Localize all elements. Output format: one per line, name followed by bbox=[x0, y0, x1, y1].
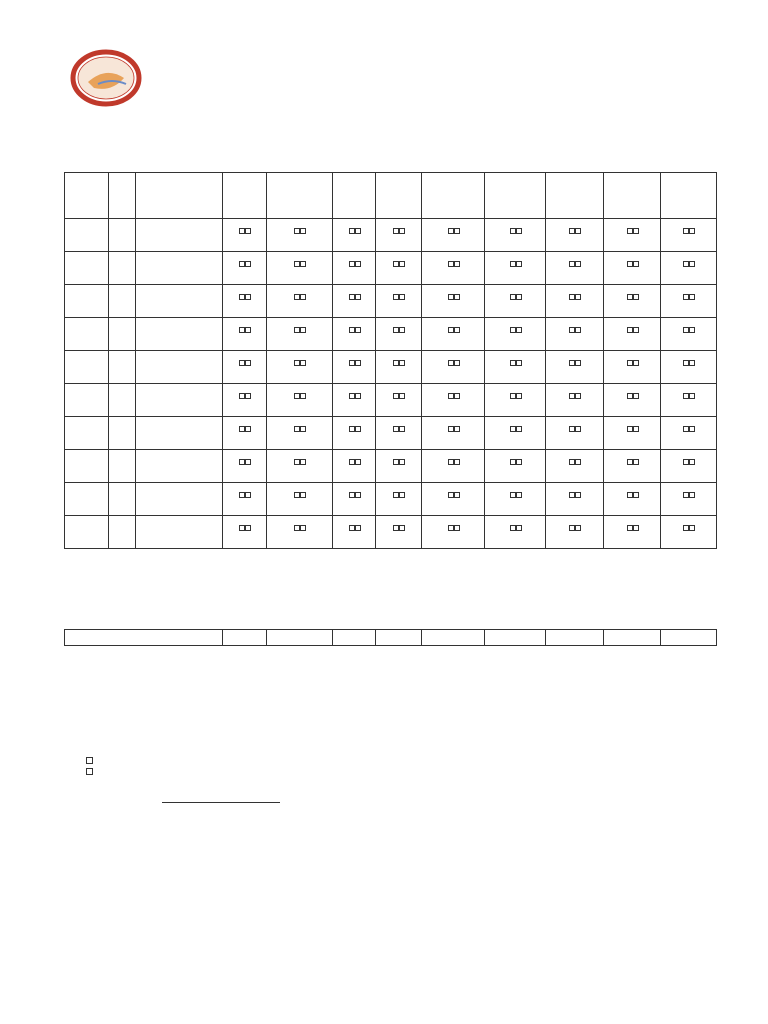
table-row bbox=[65, 483, 717, 516]
checkbox-cell[interactable] bbox=[267, 417, 333, 450]
checkbox-cell[interactable] bbox=[376, 417, 422, 450]
checkbox-pair-icon[interactable] bbox=[349, 327, 360, 333]
checkbox-pair-icon[interactable] bbox=[294, 294, 305, 300]
entry-cell[interactable] bbox=[109, 384, 136, 417]
checkbox-cell[interactable] bbox=[422, 351, 485, 384]
entry-cell[interactable] bbox=[136, 318, 223, 351]
checkbox-pair-icon[interactable] bbox=[569, 525, 580, 531]
checkbox-cell[interactable] bbox=[485, 285, 546, 318]
checkbox-pair-icon[interactable] bbox=[448, 261, 459, 267]
checkbox-cell[interactable] bbox=[333, 450, 376, 483]
checkbox-cell[interactable] bbox=[376, 384, 422, 417]
table-row bbox=[65, 450, 717, 483]
checkbox-pair-icon[interactable] bbox=[569, 393, 580, 399]
checkbox-pair-icon[interactable] bbox=[349, 228, 360, 234]
checkbox-cell[interactable] bbox=[604, 219, 661, 252]
checkbox-cell[interactable] bbox=[604, 483, 661, 516]
checkbox-cell[interactable] bbox=[267, 450, 333, 483]
checkbox-cell[interactable] bbox=[604, 450, 661, 483]
checkbox-cell[interactable] bbox=[333, 318, 376, 351]
checkbox-pair-icon[interactable] bbox=[448, 393, 459, 399]
checkbox-cell[interactable] bbox=[333, 516, 376, 549]
checkbox-cell[interactable] bbox=[546, 417, 604, 450]
checkbox-pair-icon[interactable] bbox=[510, 525, 521, 531]
checkbox-pair-icon[interactable] bbox=[239, 261, 250, 267]
table-row bbox=[65, 417, 717, 450]
checkbox-cell[interactable] bbox=[223, 483, 267, 516]
checkbox-pair-icon[interactable] bbox=[349, 525, 360, 531]
checkbox-cell[interactable] bbox=[223, 252, 267, 285]
fraction-line bbox=[162, 802, 280, 803]
checkbox-pair-icon[interactable] bbox=[683, 294, 694, 300]
checkbox-pair-icon[interactable] bbox=[448, 459, 459, 465]
table-row bbox=[65, 384, 717, 417]
checkbox-cell[interactable] bbox=[376, 483, 422, 516]
checkbox-cell[interactable] bbox=[546, 384, 604, 417]
checkbox-cell[interactable] bbox=[661, 417, 717, 450]
checkbox-pair-icon[interactable] bbox=[294, 327, 305, 333]
checkbox-pair-icon[interactable] bbox=[393, 393, 404, 399]
checkbox-cell[interactable] bbox=[267, 318, 333, 351]
checkbox-pair-icon[interactable] bbox=[239, 492, 250, 498]
checkbox-cell[interactable] bbox=[333, 483, 376, 516]
checkbox-cell[interactable] bbox=[604, 252, 661, 285]
checkbox-pair-icon[interactable] bbox=[569, 360, 580, 366]
total-row bbox=[65, 630, 717, 646]
entry-cell[interactable] bbox=[136, 285, 223, 318]
checkbox-pair-icon[interactable] bbox=[627, 360, 638, 366]
checkbox-pair-icon[interactable] bbox=[448, 327, 459, 333]
checkbox-cell[interactable] bbox=[223, 417, 267, 450]
checkbox-pair-icon[interactable] bbox=[393, 459, 404, 465]
checkbox-pair-icon[interactable] bbox=[683, 459, 694, 465]
checkbox-pair-icon[interactable] bbox=[393, 228, 404, 234]
entry-cell[interactable] bbox=[136, 252, 223, 285]
total-cell[interactable] bbox=[333, 630, 376, 646]
total-cell[interactable] bbox=[223, 630, 267, 646]
checkbox-cell[interactable] bbox=[223, 384, 267, 417]
checkbox-pair-icon[interactable] bbox=[683, 261, 694, 267]
entry-cell[interactable] bbox=[109, 483, 136, 516]
checkbox-cell[interactable] bbox=[485, 483, 546, 516]
entry-cell[interactable] bbox=[136, 450, 223, 483]
checkbox-pair-icon[interactable] bbox=[510, 228, 521, 234]
column-header bbox=[136, 173, 223, 219]
checkbox-pair-icon[interactable] bbox=[569, 261, 580, 267]
checkbox-cell[interactable] bbox=[376, 450, 422, 483]
entry-cell[interactable] bbox=[65, 384, 109, 417]
checkbox-pair-icon[interactable] bbox=[239, 360, 250, 366]
total-cell[interactable] bbox=[604, 630, 661, 646]
checkbox-cell[interactable] bbox=[546, 219, 604, 252]
total-cell[interactable] bbox=[376, 630, 422, 646]
checkbox-pair-icon[interactable] bbox=[569, 492, 580, 498]
checkbox-pair-icon[interactable] bbox=[569, 228, 580, 234]
checkbox-cell[interactable] bbox=[546, 483, 604, 516]
checkbox-pair-icon[interactable] bbox=[510, 327, 521, 333]
entry-cell[interactable] bbox=[65, 285, 109, 318]
checkbox-pair-icon[interactable] bbox=[627, 426, 638, 432]
checkbox-cell[interactable] bbox=[223, 318, 267, 351]
checkbox-pair-icon[interactable] bbox=[294, 261, 305, 267]
checkbox-cell[interactable] bbox=[376, 351, 422, 384]
table-row bbox=[65, 516, 717, 549]
checkbox-pair-icon[interactable] bbox=[448, 492, 459, 498]
checkbox-pair-icon[interactable] bbox=[349, 492, 360, 498]
entry-cell[interactable] bbox=[109, 351, 136, 384]
checkbox-cell[interactable] bbox=[604, 384, 661, 417]
column-header bbox=[223, 173, 267, 219]
checkbox-cell[interactable] bbox=[661, 450, 717, 483]
checkbox-cell[interactable] bbox=[422, 219, 485, 252]
entry-cell[interactable] bbox=[136, 417, 223, 450]
checkbox-pair-icon[interactable] bbox=[448, 360, 459, 366]
checkbox-cell[interactable] bbox=[376, 252, 422, 285]
checkbox-pair-icon[interactable] bbox=[239, 327, 250, 333]
checkbox-pair-icon[interactable] bbox=[239, 393, 250, 399]
checkbox-cell[interactable] bbox=[422, 483, 485, 516]
checkbox-icon bbox=[86, 757, 93, 764]
entry-cell[interactable] bbox=[109, 417, 136, 450]
checkbox-cell[interactable] bbox=[422, 252, 485, 285]
checkbox-pair-icon[interactable] bbox=[448, 294, 459, 300]
entry-cell[interactable] bbox=[65, 252, 109, 285]
checkbox-cell[interactable] bbox=[485, 318, 546, 351]
checkbox-pair-icon[interactable] bbox=[683, 228, 694, 234]
checkbox-cell[interactable] bbox=[422, 384, 485, 417]
checkbox-cell[interactable] bbox=[604, 351, 661, 384]
checkbox-pair-icon[interactable] bbox=[569, 294, 580, 300]
checkbox-cell[interactable] bbox=[267, 516, 333, 549]
checklist-table-continued bbox=[64, 629, 717, 646]
entry-cell[interactable] bbox=[136, 483, 223, 516]
checkbox-cell[interactable] bbox=[267, 252, 333, 285]
checkbox-pair-icon[interactable] bbox=[627, 294, 638, 300]
entry-cell[interactable] bbox=[109, 318, 136, 351]
checkbox-cell[interactable] bbox=[333, 219, 376, 252]
checkbox-pair-icon[interactable] bbox=[448, 426, 459, 432]
checkbox-pair-icon[interactable] bbox=[510, 459, 521, 465]
checkbox-cell[interactable] bbox=[376, 516, 422, 549]
entry-cell[interactable] bbox=[109, 252, 136, 285]
checkbox-pair-icon[interactable] bbox=[627, 228, 638, 234]
entry-cell[interactable] bbox=[65, 450, 109, 483]
checkbox-pair-icon[interactable] bbox=[510, 492, 521, 498]
checkbox-pair-icon[interactable] bbox=[569, 459, 580, 465]
checkbox-cell[interactable] bbox=[422, 516, 485, 549]
entry-cell[interactable] bbox=[109, 450, 136, 483]
checkbox-pair-icon[interactable] bbox=[510, 393, 521, 399]
entry-cell[interactable] bbox=[109, 219, 136, 252]
column-header bbox=[422, 173, 485, 219]
checkbox-cell[interactable] bbox=[333, 417, 376, 450]
checkbox-pair-icon[interactable] bbox=[349, 459, 360, 465]
checkbox-pair-icon[interactable] bbox=[393, 327, 404, 333]
checkbox-cell[interactable] bbox=[661, 285, 717, 318]
table-row bbox=[65, 351, 717, 384]
entry-cell[interactable] bbox=[65, 219, 109, 252]
checkbox-pair-icon[interactable] bbox=[294, 459, 305, 465]
checkbox-cell[interactable] bbox=[546, 351, 604, 384]
checkbox-cell[interactable] bbox=[333, 285, 376, 318]
checkbox-pair-icon[interactable] bbox=[683, 393, 694, 399]
entry-cell[interactable] bbox=[65, 516, 109, 549]
entry-cell[interactable] bbox=[136, 516, 223, 549]
checkbox-cell[interactable] bbox=[661, 219, 717, 252]
checkbox-pair-icon[interactable] bbox=[393, 360, 404, 366]
checkbox-pair-icon[interactable] bbox=[349, 426, 360, 432]
checkbox-pair-icon[interactable] bbox=[294, 492, 305, 498]
hippii-logo bbox=[68, 48, 150, 108]
checkbox-cell[interactable] bbox=[333, 351, 376, 384]
total-cell[interactable] bbox=[661, 630, 717, 646]
checkbox-cell[interactable] bbox=[223, 516, 267, 549]
checkbox-cell[interactable] bbox=[546, 252, 604, 285]
checkbox-cell[interactable] bbox=[604, 516, 661, 549]
checkbox-cell[interactable] bbox=[267, 285, 333, 318]
checkbox-pair-icon[interactable] bbox=[510, 261, 521, 267]
checkbox-pair-icon[interactable] bbox=[510, 360, 521, 366]
checkbox-cell[interactable] bbox=[604, 318, 661, 351]
checkbox-cell[interactable] bbox=[661, 516, 717, 549]
checkbox-cell[interactable] bbox=[376, 285, 422, 318]
checkbox-pair-icon[interactable] bbox=[683, 525, 694, 531]
legend-ya bbox=[86, 757, 99, 766]
checkbox-pair-icon[interactable] bbox=[349, 393, 360, 399]
checkbox-cell[interactable] bbox=[604, 285, 661, 318]
checkbox-pair-icon[interactable] bbox=[683, 426, 694, 432]
column-header bbox=[546, 173, 604, 219]
column-header bbox=[485, 173, 546, 219]
checkbox-pair-icon[interactable] bbox=[349, 261, 360, 267]
total-cell[interactable] bbox=[546, 630, 604, 646]
checkbox-pair-icon[interactable] bbox=[627, 261, 638, 267]
checkbox-pair-icon[interactable] bbox=[239, 525, 250, 531]
entry-cell[interactable] bbox=[136, 351, 223, 384]
entry-cell[interactable] bbox=[136, 384, 223, 417]
checkbox-cell[interactable] bbox=[223, 219, 267, 252]
column-header bbox=[604, 173, 661, 219]
checkbox-cell[interactable] bbox=[546, 318, 604, 351]
checkbox-pair-icon[interactable] bbox=[294, 228, 305, 234]
table-row bbox=[65, 285, 717, 318]
entry-cell[interactable] bbox=[65, 417, 109, 450]
checkbox-pair-icon[interactable] bbox=[683, 492, 694, 498]
checkbox-cell[interactable] bbox=[661, 483, 717, 516]
checkbox-pair-icon[interactable] bbox=[393, 525, 404, 531]
total-label bbox=[65, 630, 223, 646]
checkbox-pair-icon[interactable] bbox=[510, 294, 521, 300]
checkbox-cell[interactable] bbox=[376, 219, 422, 252]
checkbox-cell[interactable] bbox=[267, 483, 333, 516]
checkbox-pair-icon[interactable] bbox=[294, 360, 305, 366]
checkbox-cell[interactable] bbox=[485, 351, 546, 384]
checkbox-cell[interactable] bbox=[422, 285, 485, 318]
checkbox-cell[interactable] bbox=[422, 318, 485, 351]
checkbox-cell[interactable] bbox=[422, 417, 485, 450]
checkbox-pair-icon[interactable] bbox=[294, 426, 305, 432]
column-header bbox=[267, 173, 333, 219]
checkbox-cell[interactable] bbox=[267, 384, 333, 417]
checkbox-cell[interactable] bbox=[661, 384, 717, 417]
checkbox-cell[interactable] bbox=[661, 318, 717, 351]
checkbox-cell[interactable] bbox=[485, 219, 546, 252]
checkbox-cell[interactable] bbox=[422, 450, 485, 483]
checkbox-pair-icon[interactable] bbox=[627, 393, 638, 399]
checkbox-pair-icon[interactable] bbox=[627, 327, 638, 333]
checkbox-pair-icon[interactable] bbox=[448, 228, 459, 234]
checkbox-pair-icon[interactable] bbox=[448, 525, 459, 531]
checkbox-pair-icon[interactable] bbox=[510, 426, 521, 432]
column-header bbox=[109, 173, 136, 219]
checkbox-pair-icon[interactable] bbox=[349, 294, 360, 300]
total-cell[interactable] bbox=[422, 630, 485, 646]
checkbox-pair-icon[interactable] bbox=[393, 261, 404, 267]
checkbox-pair-icon[interactable] bbox=[627, 525, 638, 531]
checkbox-cell[interactable] bbox=[485, 516, 546, 549]
checkbox-cell[interactable] bbox=[604, 417, 661, 450]
entry-cell[interactable] bbox=[65, 318, 109, 351]
checkbox-cell[interactable] bbox=[223, 351, 267, 384]
checkbox-cell[interactable] bbox=[485, 450, 546, 483]
checkbox-pair-icon[interactable] bbox=[349, 360, 360, 366]
checkbox-pair-icon[interactable] bbox=[294, 393, 305, 399]
checkbox-pair-icon[interactable] bbox=[239, 426, 250, 432]
checkbox-cell[interactable] bbox=[223, 285, 267, 318]
checkbox-cell[interactable] bbox=[485, 417, 546, 450]
checkbox-pair-icon[interactable] bbox=[393, 294, 404, 300]
checkbox-cell[interactable] bbox=[661, 252, 717, 285]
checkbox-cell[interactable] bbox=[485, 252, 546, 285]
checkbox-cell[interactable] bbox=[267, 351, 333, 384]
checkbox-pair-icon[interactable] bbox=[239, 459, 250, 465]
checkbox-cell[interactable] bbox=[333, 252, 376, 285]
column-header bbox=[376, 173, 422, 219]
entry-cell[interactable] bbox=[65, 483, 109, 516]
checkbox-cell[interactable] bbox=[546, 450, 604, 483]
checkbox-pair-icon[interactable] bbox=[239, 228, 250, 234]
table-row bbox=[65, 252, 717, 285]
entry-cell[interactable] bbox=[109, 516, 136, 549]
checkbox-pair-icon[interactable] bbox=[683, 327, 694, 333]
checkbox-cell[interactable] bbox=[661, 351, 717, 384]
table-row bbox=[65, 318, 717, 351]
column-header bbox=[333, 173, 376, 219]
checkbox-icon bbox=[86, 768, 93, 775]
checkbox-cell[interactable] bbox=[223, 450, 267, 483]
table-header-row bbox=[65, 173, 717, 219]
checkbox-pair-icon[interactable] bbox=[569, 426, 580, 432]
total-cell[interactable] bbox=[485, 630, 546, 646]
column-header bbox=[65, 173, 109, 219]
entry-cell[interactable] bbox=[136, 219, 223, 252]
entry-cell[interactable] bbox=[65, 351, 109, 384]
checklist-table bbox=[64, 172, 717, 549]
column-header bbox=[661, 173, 717, 219]
checkbox-cell[interactable] bbox=[333, 384, 376, 417]
legend-tidak bbox=[86, 768, 99, 777]
entry-cell[interactable] bbox=[109, 285, 136, 318]
checkbox-pair-icon[interactable] bbox=[683, 360, 694, 366]
table-row bbox=[65, 219, 717, 252]
checkbox-pair-icon[interactable] bbox=[294, 525, 305, 531]
checkbox-cell[interactable] bbox=[485, 384, 546, 417]
checkbox-cell[interactable] bbox=[376, 318, 422, 351]
checkbox-pair-icon[interactable] bbox=[569, 327, 580, 333]
total-cell[interactable] bbox=[267, 630, 333, 646]
checkbox-pair-icon[interactable] bbox=[239, 294, 250, 300]
checkbox-pair-icon[interactable] bbox=[627, 492, 638, 498]
checkbox-pair-icon[interactable] bbox=[393, 426, 404, 432]
checkbox-pair-icon[interactable] bbox=[393, 492, 404, 498]
checkbox-cell[interactable] bbox=[546, 516, 604, 549]
checkbox-cell[interactable] bbox=[546, 285, 604, 318]
checkbox-cell[interactable] bbox=[267, 219, 333, 252]
checkbox-pair-icon[interactable] bbox=[627, 459, 638, 465]
